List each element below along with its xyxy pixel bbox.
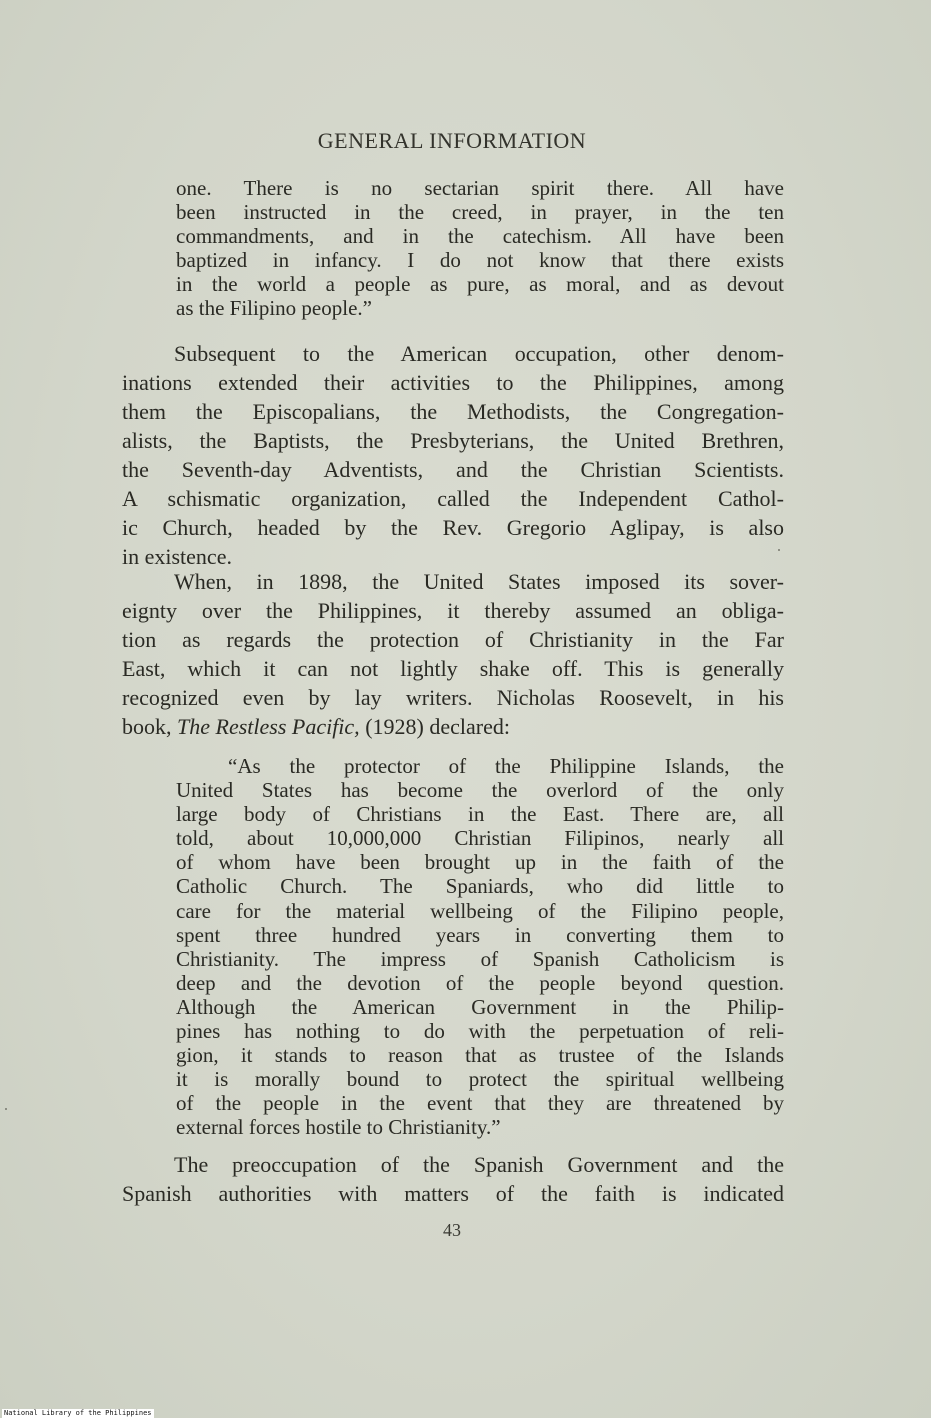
quote-line: Christianity. The impress of Spanish Catholicism is — [176, 946, 784, 971]
paragraph-line: ic Church, headed by the Rev. Gregorio Aglipay, is also — [122, 515, 784, 540]
paragraph-line: the Seventh-day Adventists, and the Christian Scientists. — [122, 457, 784, 482]
quote-line: pines has nothing to do with the perpetuation of reli- — [176, 1019, 784, 1044]
paragraph-line: When, in 1898, the United States imposed its sover- — [174, 569, 784, 594]
quote-line: been instructed in the creed, in prayer, in the ten — [176, 200, 784, 224]
quote-line: deep and the devotion of the people beyond question. — [176, 970, 784, 995]
running-head: GENERAL INFORMATION — [317, 128, 587, 153]
paper-speck — [5, 1108, 7, 1110]
quote-continuation — [176, 176, 784, 320]
quote-line: of the people in the event that they are threatened by — [176, 1091, 784, 1116]
quote-line: large body of Christians in the East. There are, all — [176, 802, 784, 827]
paragraph-line: East, which it can not lightly shake off. This is generally — [122, 656, 784, 681]
paragraph-line: alists, the Baptists, the Presbyterians, the United Brethren, — [122, 428, 784, 453]
quote-line: told, about 10,000,000 Christian Filipinos, nearly all — [176, 826, 784, 851]
paragraph-line: inations extended their activities to the Philippines, among — [122, 370, 784, 395]
quote-line: baptized in infancy. I do not know that there exists — [176, 248, 784, 272]
quote-line: external forces hostile to Christianity.” — [176, 1115, 501, 1140]
quote-line: “As the protector of the Philippine Islands, the — [228, 754, 784, 778]
paragraph-sovereignty — [122, 567, 784, 741]
paragraph-line: tion as regards the protection of Christianity in the Far — [122, 627, 784, 652]
page-number: 43 — [443, 1220, 461, 1240]
paragraph-line: Subsequent to the American occupation, other denom- — [174, 341, 784, 366]
paragraph-line: them the Episcopalians, the Methodists, the Congregation- — [122, 399, 784, 424]
quote-line: in the world a people as pure, as moral, and as devout — [176, 272, 784, 296]
paragraph-denominations — [122, 339, 784, 571]
library-credit: National Library of the Philippines — [4, 1409, 152, 1417]
quote-line: spent three hundred years in converting them to — [176, 922, 784, 947]
paper-speck — [778, 549, 780, 551]
quote-line: commandments, and in the catechism. All have been — [176, 224, 784, 248]
paragraph-line — [122, 712, 784, 741]
quote-line: Although the American Government in the Philip- — [176, 994, 784, 1019]
block-quote-roosevelt — [176, 754, 784, 1140]
line-text: book, — [122, 714, 177, 739]
book-title: The Restless Pacific, — [177, 714, 360, 739]
quote-line: as the Filipino people.” — [176, 296, 372, 320]
paragraph-line: Spanish authorities with matters of the faith is indicated — [122, 1181, 784, 1206]
line-text: (1928) declared: — [359, 714, 510, 739]
paragraph-preoccupation — [122, 1150, 784, 1208]
quote-line: United States has become the overlord of the only — [176, 778, 784, 803]
paragraph-line: recognized even by lay writers. Nicholas Roosevelt, in his — [122, 685, 784, 710]
paragraph-line: The preoccupation of the Spanish Government and the — [174, 1152, 784, 1177]
paragraph-line: in existence. — [122, 544, 232, 569]
paragraph-line: eignty over the Philippines, it thereby assumed an obliga- — [122, 598, 784, 623]
quote-line: Catholic Church. The Spaniards, who did little to — [176, 874, 784, 899]
paragraph-line: A schismatic organization, called the Independent Cathol- — [122, 486, 784, 511]
quote-line: it is morally bound to protect the spiritual wellbeing — [176, 1067, 784, 1092]
quote-line: one. There is no sectarian spirit there. All have — [176, 176, 784, 200]
quote-line: of whom have been brought up in the faith of the — [176, 850, 784, 875]
quote-line: gion, it stands to reason that as trustee of the Islands — [176, 1043, 784, 1068]
quote-line: care for the material wellbeing of the Filipino people, — [176, 898, 784, 923]
